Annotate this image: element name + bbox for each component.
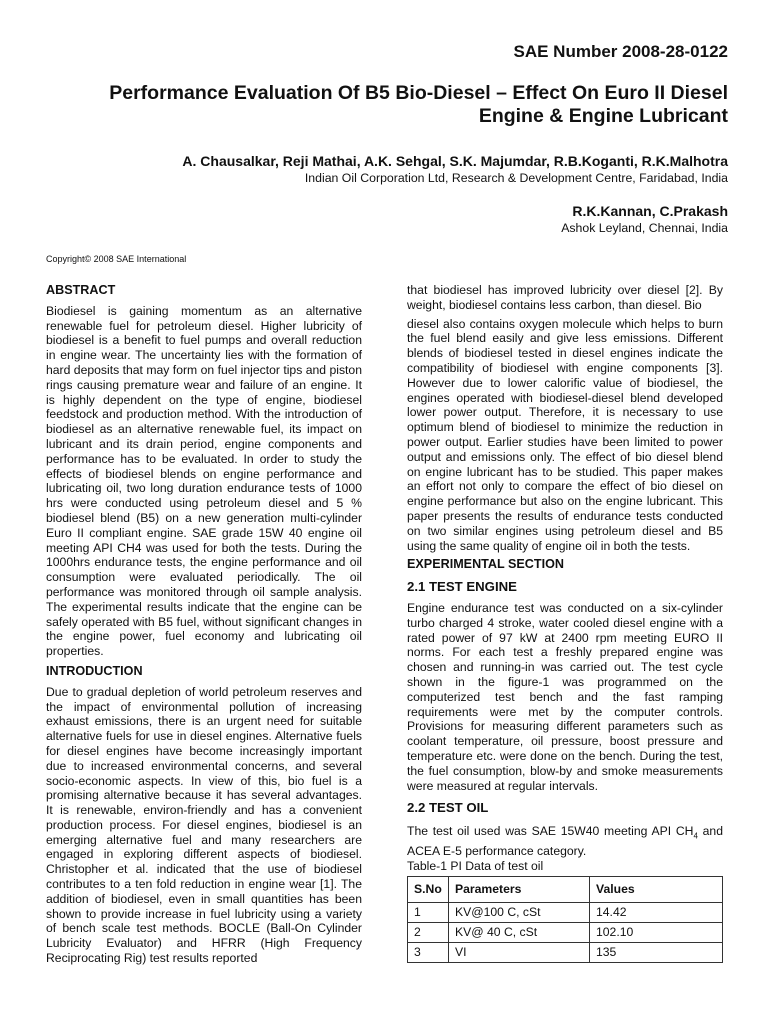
affiliation-secondary: Ashok Leyland, Chennai, India [561,221,728,235]
introduction-heading: INTRODUCTION [46,663,143,678]
test-engine-text: Engine endurance test was conducted on a six-cylinder turbo charged 4 stroke, water cooled diesel engine with a rated power of 97 kW at 2400 rpm meeting EURO II norms. For each test a freshly prepared engine was chosen and running-in was carried out. The test cycle shown in the figure-1 was programmed on the computerized test bench and the fast ramping requirements were met by the computer controls. Provisions for measuring different parameters such as coolant temperature, oil pressure, boost pressure and temperature etc. were done on the bench. During the test, the fuel consumption, blow-by and smoke measurements were measured at regular intervals. [407,600,723,793]
test-oil-text: The test oil used was SAE 15W40 meeting API $CH_4$ and ACEA E-5 performance category. [407,824,723,859]
test-oil-heading: 2.2 TEST OIL [407,800,489,816]
introduction-text: Due to gradual depletion of world petroleum reserves and the impact of environmental pollution of increasing exhaust emissions, there is an urgent need for suitable alternative fuels for use in diesel engines. Alternative fuels for diesel engines have become increasingly important due to increased environmental concerns, and several socio-economic aspects. In view of this, bio fuel is a promising alternative because it has several advantages. It is renewable, environ-friendly and has a convenient production process. For diesel engines, biodiesel is an emerging alternative fuel and many researchers are engaged in exploring different aspects of biodiesel. Christopher et al. indicated that the use of biodiesel contributes to a ten fold reduction in engine wear [1]. The addition of biodiesel, even in small quantities has been shown to provide increase in fuel lubricity using a variety of bench scale test methods. BOCLE (Ball-On Cylinder Lubricity Evaluator) and HFRR (High Frequency Reciprocating Rig) test results reported [46,684,362,966]
sae-number: SAE Number 2008-28-0122 [513,42,728,61]
table-cell: KV@100 C, cSt [449,902,590,922]
table-row [408,922,723,942]
table-header-row [408,876,723,902]
table-caption: Table-1 PI Data of test oil [407,859,544,874]
abstract-text: Biodiesel is gaining momentum as an alternative renewable fuel for petroleum diesel. Higher lubricity of biodiesel is a benefit to fuel pumps and overall reduction in engine wear. The uncertainty lies with the formation of hard deposits that may form on fuel injector tips and piston rings causing premature wear and failure of an engine. It is highly dependent on the type of engine, biodiesel feedstock and production method. With the introduction of biodiesel as an alternative renewable fuel, its impact on lubricant and its drain period, engine components and performance has to be evaluated. In order to study the effects of biodiesel blends on engine performance and lubricating oil, two long duration endurance tests of 1000 hrs were conducted using petroleum diesel and 5 % biodiesel blend (B5) on a new generation multi-cylinder Euro II compliant engine. SAE grade 15W 40 engine oil meeting API CH4 was used for both the tests. During the 1000hrs endurance tests, the engine performance and oil consumption were evaluated periodically. The oil performance was monitored through oil sample analysis. The experimental results indicate that the engine can be safely operated with B5 fuel, without significant changes in the engine power, fuel economy and lubricating oil properties. [46,303,362,659]
left-column [46,283,362,966]
table-cell: 135 [590,942,723,962]
table-cell: 102.10 [590,922,723,942]
table-row [408,942,723,962]
right-column [407,283,723,963]
table-cell: VI [449,942,590,962]
introduction-continuation-1: that biodiesel has improved lubricity over diesel [2]. By weight, biodiesel contains less carbon, than diesel. Bio [407,283,723,312]
table-cell: 3 [408,942,449,962]
table-cell: KV@ 40 C, cSt [449,922,590,942]
table-cell: 1 [408,902,449,922]
table-row [408,902,723,922]
affiliation-primary: Indian Oil Corporation Ltd, Research & Development Centre, Faridabad, India [304,171,728,185]
authors-secondary: R.K.Kannan, C.Prakash [572,203,728,219]
copyright-notice: Copyright© 2008 SAE International [46,254,187,264]
table-cell: 14.42 [590,902,723,922]
experimental-heading: EXPERIMENTAL SECTION [407,557,564,572]
table-header-cell: Values [590,876,723,902]
paper-title: Performance Evaluation Of B5 Bio-Diesel – Effect On Euro II Diesel Engine & Engine Lubricant [109,82,728,127]
table-header-cell: Parameters [449,876,590,902]
test-engine-heading: 2.1 TEST ENGINE [407,579,517,595]
table-cell: 2 [408,922,449,942]
test-oil-table [407,876,723,963]
authors-primary: A. Chausalkar, Reji Mathai, A.K. Sehgal, S.K. Majumdar, R.B.Koganti, R.K.Malhotra [182,153,728,169]
introduction-continuation-2: diesel also contains oxygen molecule which helps to burn the fuel blend easily and give less emissions. Different blends of biodiesel tested in diesel engines indicate the compatibility of biodiesel with engine components [3]. However due to lower calorific value of biodiesel, the engines operated with biodiesel-diesel blend developed lower power output. Therefore, it is necessary to use optimum blend of biodiesel to minimize the reduction in power output. Earlier studies have been limited to power output and emissions only. The effect of bio diesel blend on engine lubricant has to be studied. This paper makes an effort not only to compare the effect of bio diesel on engine performance but also on the engine lubricant. This paper presents the results of endurance tests conducted on two similar engines using petroleum diesel and B5 using the same quality of engine oil in both the tests. [407,316,723,553]
abstract-heading: ABSTRACT [46,283,116,297]
table-header-cell: S.No [408,876,449,902]
